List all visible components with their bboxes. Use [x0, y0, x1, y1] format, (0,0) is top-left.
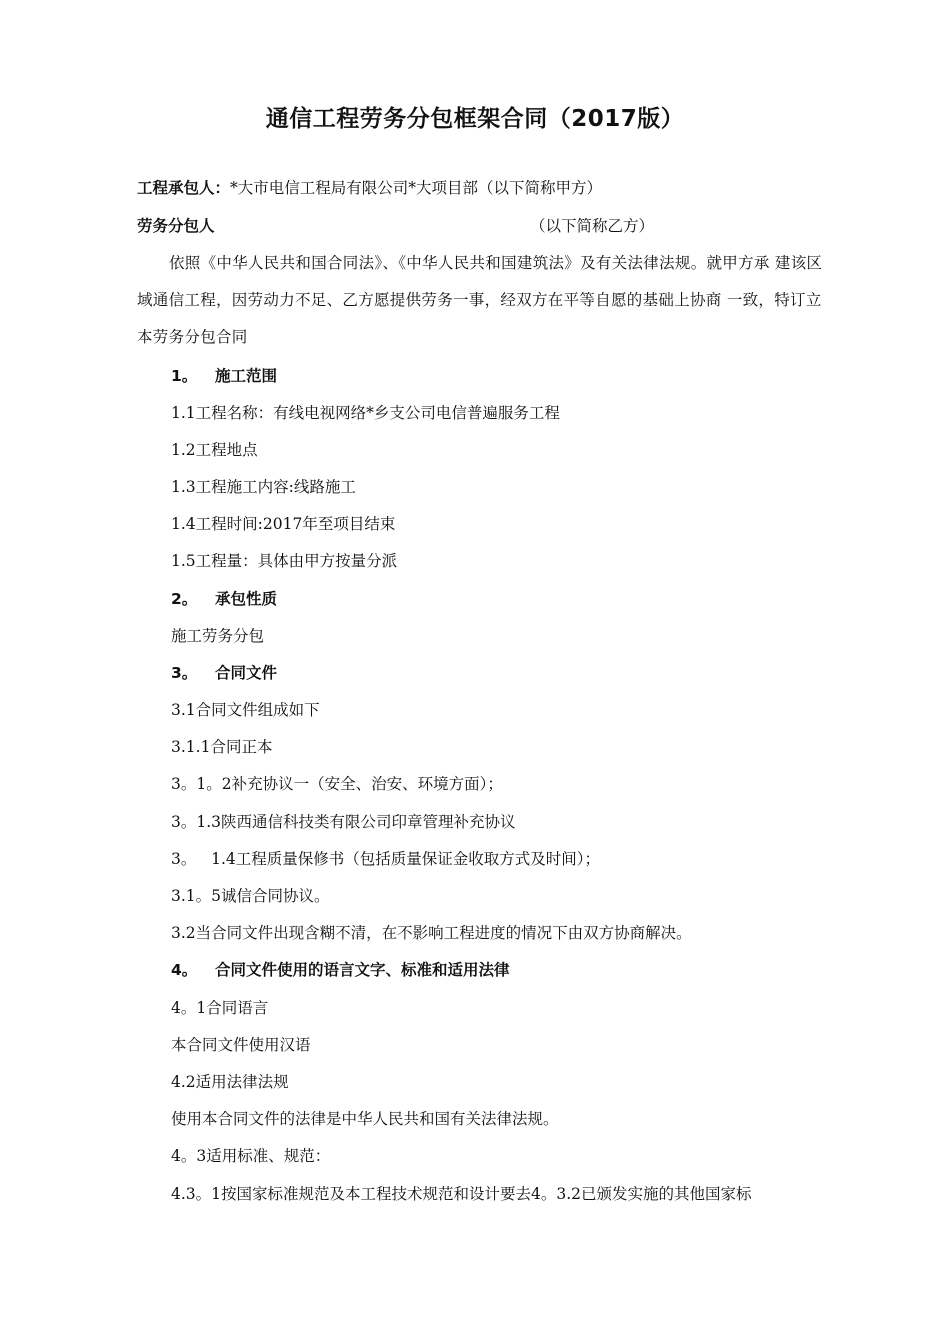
subcontractor-line	[137, 216, 827, 236]
subcontractor-value: （以下简称乙方）	[530, 217, 655, 235]
contractor-label: 工程承包人：	[137, 179, 231, 197]
clause-3-1-1: 3.1.1合同正本	[171, 738, 273, 756]
clause-1-3: 1.3工程施工内容:线路施工	[171, 478, 356, 496]
clause-3-2: 3.2当合同文件出现含糊不清，在不影响工程进度的情况下由双方协商解决。	[171, 924, 692, 942]
clause-1-2: 1.2工程地点	[171, 441, 258, 459]
clause-4-3-1: 4.3。1按国家标准规范及本工程技术规范和设计要去4。3.2已颁发实施的其他国家标	[171, 1185, 752, 1203]
section-2-heading: 2。 承包性质	[171, 590, 278, 608]
clause-3-1-2: 3。1。2补充协议一（安全、治安、环境方面）；	[171, 775, 503, 793]
clause-3-1-4: 3。 1.4工程质量保修书（包括质量保证金收取方式及时间）；	[171, 850, 601, 868]
contractor-value: *大市电信工程局有限公司*大项目部（以下简称甲方）	[230, 179, 603, 197]
clause-4-1: 4。1合同语言	[171, 999, 269, 1017]
clause-4-2: 4.2适用法律法规	[171, 1073, 289, 1091]
document-title: 通信工程劳务分包框架合同（2017版）	[265, 106, 685, 132]
subcontractor-label: 劳务分包人	[137, 217, 215, 235]
clause-2-body: 施工劳务分包	[171, 627, 265, 645]
contractor-line	[137, 178, 602, 198]
clause-3-1: 3.1合同文件组成如下	[171, 701, 320, 719]
section-4-heading: 4。 合同文件使用的语言文字、标准和适用法律	[171, 961, 510, 979]
clause-3-1-3: 3。1.3陕西通信科技类有限公司印章管理补充协议	[171, 813, 516, 831]
clause-1-4: 1.4工程时间:2017年至项目结束	[171, 515, 396, 533]
intro-paragraph: 依照《中华人民共和国合同法》、《中华人民共和国建筑法》及有关法律法规。就甲方承 建该区域通信工程，因劳动力不足、乙方愿提供劳务一事，经双方在平等自愿的基础上协商 一致，特订立本劳务分包合同	[137, 254, 823, 346]
clause-4-2-body: 使用本合同文件的法律是中华人民共和国有关法律法规。	[171, 1110, 559, 1128]
clause-1-1: 1.1工程名称：有线电视网络*乡支公司电信普遍服务工程	[171, 404, 560, 422]
clause-4-3: 4。3适用标准、规范：	[171, 1147, 331, 1165]
clause-1-5: 1.5工程量：具体由甲方按量分派	[171, 552, 398, 570]
clause-3-1-5: 3.1。5诚信合同协议。	[171, 887, 330, 905]
section-3-heading: 3。 合同文件	[171, 664, 278, 682]
clause-4-1-body: 本合同文件使用汉语	[171, 1036, 311, 1054]
section-1-heading: 1。 施工范围	[171, 367, 278, 385]
